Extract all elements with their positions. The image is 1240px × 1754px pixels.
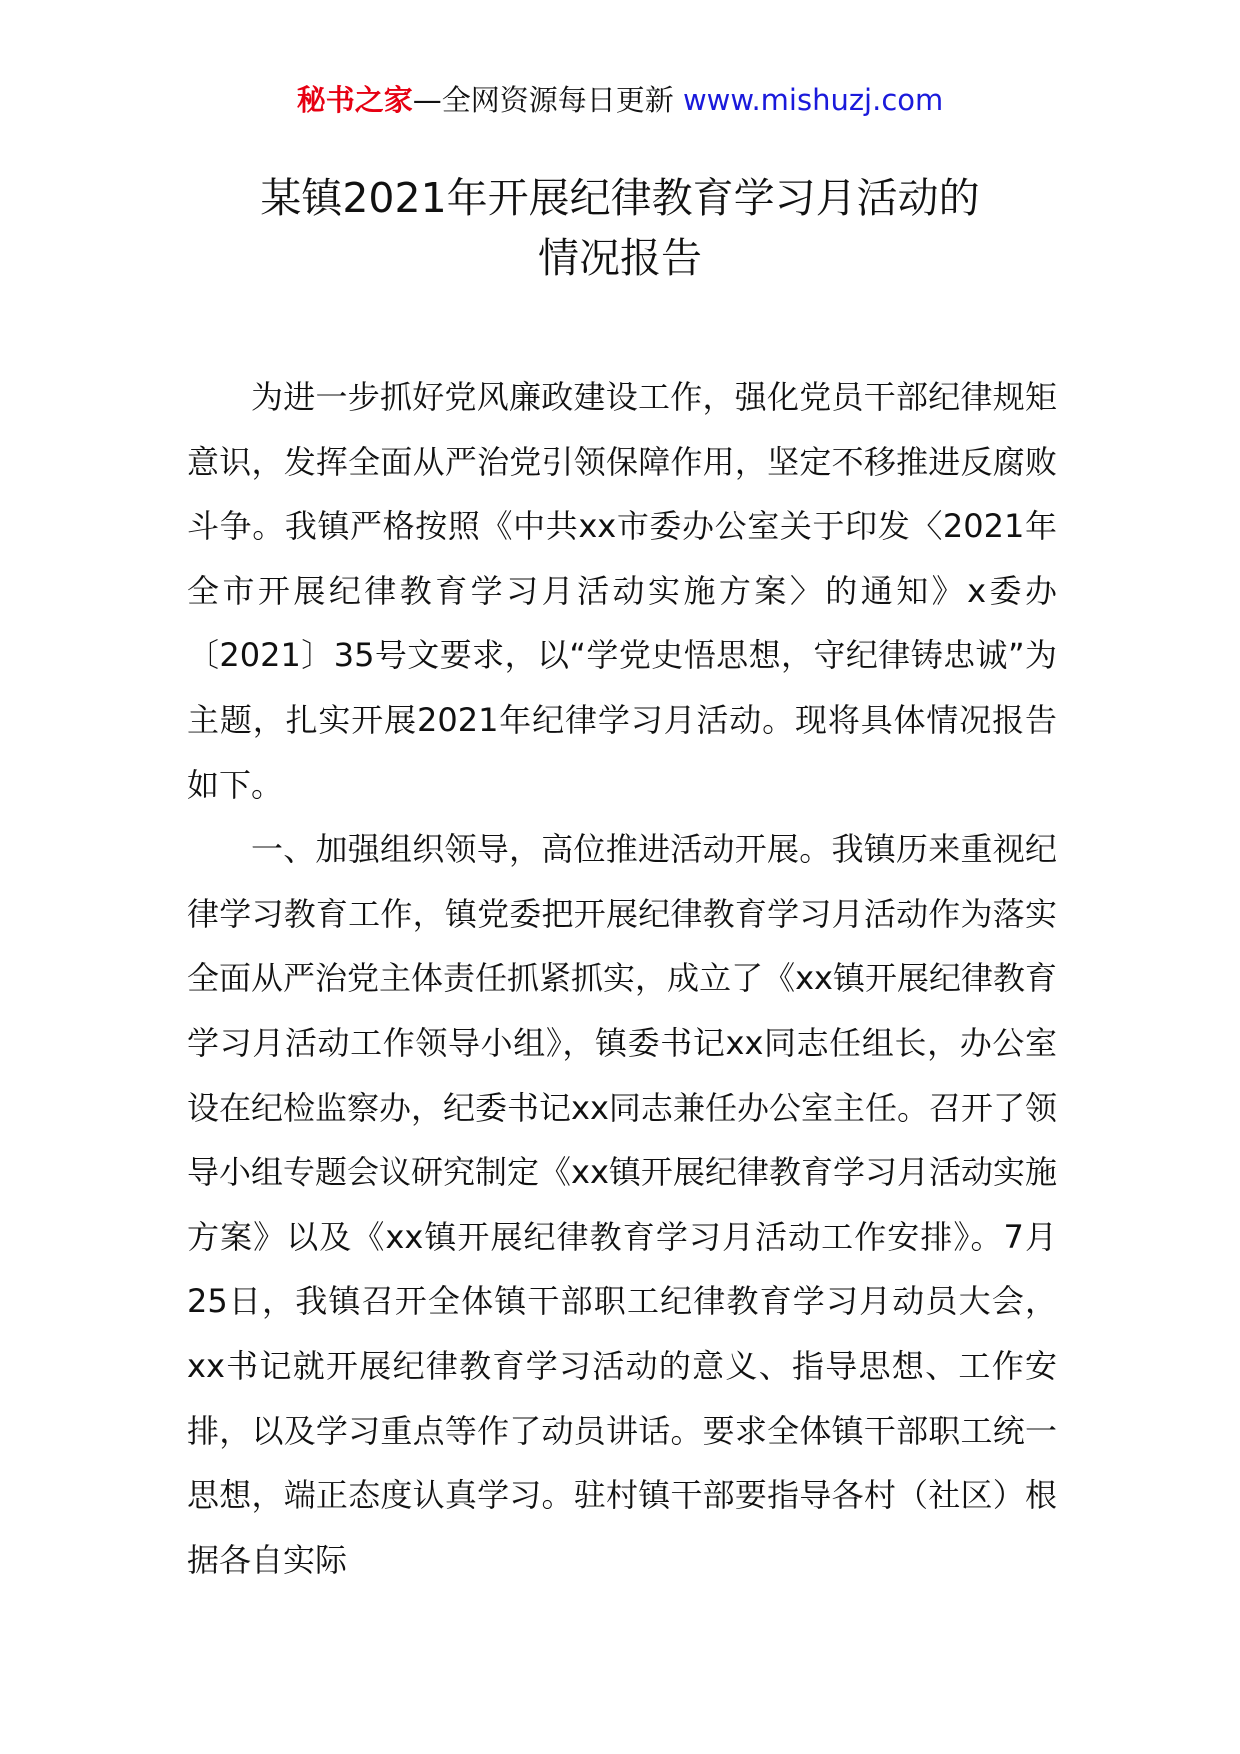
website-link[interactable]: www.mishuzj.com xyxy=(682,83,944,117)
page-header xyxy=(0,80,1240,120)
section-1-heading: 一、加强组织领导，高位推进活动开展。 xyxy=(251,830,832,869)
section-1-body: 我镇历来重视纪律学习教育工作，镇党委把开展纪律教育学习月活动作为落实全面从严治党主体责任抓紧抓实，成立了《xx镇开展纪律教育学习月活动工作领导小组》，镇委书记xx同志任组长，办公室设在纪检监察办，纪委书记xx同志兼任办公室主任。召开了领导小组专题会议研究制定《xx镇开展纪律教育学习月活动实施方案》以及《xx镇开展纪律教育学习月活动工作安排》。7月25日，我镇召开全体镇干部职工纪律教育学习月动员大会，xx书记就开展纪律教育学习活动的意义、指导思想、工作安排，以及学习重点等作了动员讲话。要求全体镇干部职工统一思想，端正态度认真学习。驻村镇干部要指导各村（社区）根据各自实际 xyxy=(187,830,1057,1579)
brand-name: 秘书之家 xyxy=(296,83,413,117)
intro-paragraph: 为进一步抓好党风廉政建设工作，强化党员干部纪律规矩意识，发挥全面从严治党引领保障作用，坚定不移推进反腐败斗争。我镇严格按照《中共xx市委办公室关于印发〈2021年全市开展纪律教育学习月活动实施方案〉的通知》x委办〔2021〕35号文要求，以“学党史悟思想，守纪律铸忠诚”为主题，扎实开展2021年纪律学习月活动。现将具体情况报告如下。 xyxy=(187,378,1057,804)
title-line-2: 情况报告 xyxy=(538,234,702,282)
document-title xyxy=(0,168,1240,288)
title-line-1: 某镇2021年开展纪律教育学习月活动的 xyxy=(260,174,980,222)
section-1-paragraph xyxy=(187,817,1057,1592)
header-slogan: —全网资源每日更新 xyxy=(412,83,683,117)
document-body xyxy=(187,365,1057,1592)
